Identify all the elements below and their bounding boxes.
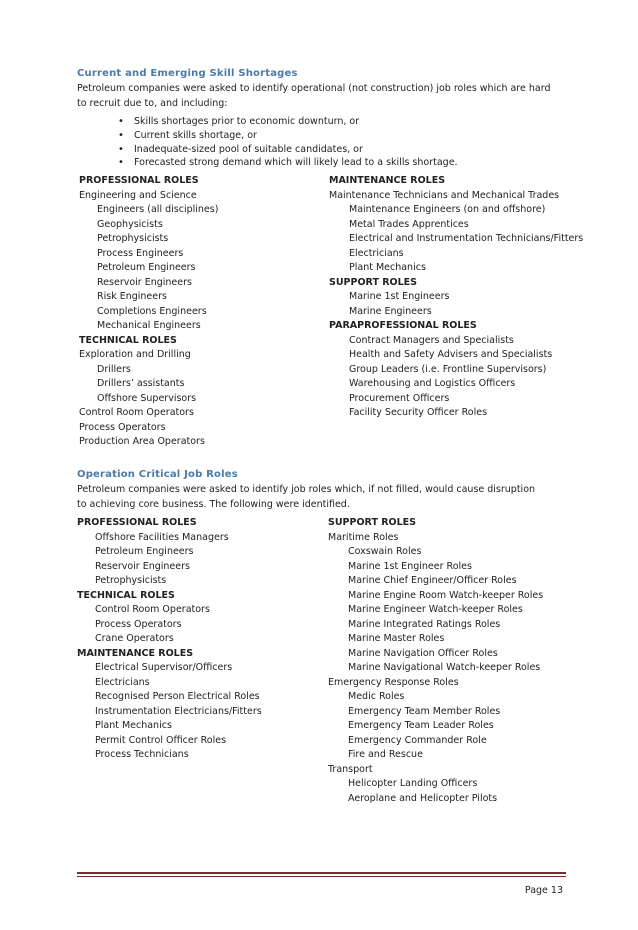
- role-item: Permit Control Officer Roles: [95, 734, 227, 746]
- shortage-roles-right-column: [329, 174, 583, 421]
- role-category-header: SUPPORT ROLES: [328, 517, 417, 528]
- role-item: Instrumentation Electricians/Fitters: [95, 705, 262, 717]
- role-item: Process Operators: [95, 618, 182, 630]
- role-category-header: MAINTENANCE ROLES: [77, 647, 194, 659]
- role-category-header: PARAPROFESSIONAL ROLES: [329, 320, 477, 331]
- shortage-roles-left-column: [79, 174, 218, 450]
- role-item: Medic Roles: [348, 691, 405, 702]
- role-item: Electricians: [95, 676, 150, 688]
- section-heading-skill-shortages: Current and Emerging Skill Shortages: [77, 68, 298, 79]
- critical-roles-right-column: [328, 516, 543, 806]
- role-item: Reservoir Engineers: [95, 560, 190, 572]
- role-item: Emergency Team Member Roles: [348, 705, 501, 717]
- role-item: Aeroplane and Helicopter Pilots: [348, 792, 498, 804]
- role-item: Geophysicists: [97, 218, 163, 230]
- role-item: Marine Engineers: [349, 305, 432, 317]
- role-category-header: TECHNICAL ROLES: [77, 589, 175, 601]
- role-item: Electrical Supervisor/Officers: [95, 662, 233, 673]
- role-item: Petrophysicists: [95, 575, 167, 586]
- intro-line: to recruit due to, and including:: [77, 97, 228, 109]
- role-item: Offshore Facilities Managers: [95, 531, 229, 543]
- role-subcategory: Control Room Operators: [79, 407, 194, 418]
- role-subcategory: Exploration and Drilling: [79, 349, 191, 360]
- role-item: Electrical and Instrumentation Technicians/Fitters: [349, 233, 584, 244]
- role-item: Completions Engineers: [97, 305, 207, 317]
- page-number: Page 13: [524, 885, 563, 896]
- role-item: Drillers’ assistants: [97, 378, 185, 389]
- role-item: Process Engineers: [97, 247, 184, 259]
- role-category-header: SUPPORT ROLES: [329, 276, 418, 288]
- role-category-header: MAINTENANCE ROLES: [329, 175, 446, 186]
- role-item: Coxswain Roles: [348, 546, 422, 557]
- role-item: Offshore Supervisors: [97, 392, 197, 404]
- role-item: Marine 1st Engineers: [349, 291, 450, 302]
- role-item: Metal Trades Apprentices: [349, 218, 469, 230]
- role-item: Petroleum Engineers: [95, 546, 194, 557]
- role-item: Marine Master Roles: [348, 633, 445, 644]
- role-item: Emergency Team Leader Roles: [348, 720, 494, 731]
- intro-line: to achieving core business. The following were identified.: [77, 498, 350, 510]
- section-intro-skill-shortages: [77, 82, 567, 111]
- role-item: Plant Mechanics: [349, 262, 426, 273]
- section-intro-critical-roles: [77, 483, 567, 512]
- bullet-item: • Skills shortages prior to economic downturn, or: [118, 115, 458, 129]
- role-item: Recognised Person Electrical Roles: [95, 691, 260, 702]
- intro-line: Petroleum companies were asked to identify job roles which, if not filled, would cause disruption: [77, 484, 536, 495]
- role-item: Marine 1st Engineer Roles: [348, 560, 472, 572]
- role-category-header: TECHNICAL ROLES: [79, 334, 177, 346]
- criteria-bullet-list: [118, 115, 458, 170]
- role-item: Risk Engineers: [97, 291, 167, 302]
- role-item: Marine Navigational Watch-keeper Roles: [348, 662, 541, 673]
- role-item: Marine Integrated Ratings Roles: [348, 618, 501, 630]
- role-item: Marine Navigation Officer Roles: [348, 647, 498, 659]
- role-item: Process Technicians: [95, 749, 189, 760]
- section-heading-critical-roles: Operation Critical Job Roles: [77, 469, 238, 480]
- role-item: Maintenance Engineers (on and offshore): [349, 204, 546, 215]
- role-item: Health and Safety Advisers and Specialists: [349, 349, 553, 360]
- role-subcategory: Maintenance Technicians and Mechanical Trades: [329, 189, 560, 201]
- role-item: Control Room Operators: [95, 604, 210, 615]
- role-item: Fire and Rescue: [348, 749, 423, 760]
- role-item: Engineers (all disciplines): [97, 204, 219, 215]
- footer-rule-thin: [77, 876, 566, 877]
- role-subcategory: Maritime Roles: [328, 531, 399, 543]
- role-item: Petroleum Engineers: [97, 262, 196, 273]
- role-item: Crane Operators: [95, 633, 174, 644]
- role-subcategory: Transport: [328, 763, 373, 775]
- role-item: Petrophysicists: [97, 233, 169, 244]
- role-item: Reservoir Engineers: [97, 276, 192, 288]
- bullet-item: • Forecasted strong demand which will likely lead to a skills shortage.: [118, 156, 458, 170]
- bullet-item: • Inadequate-sized pool of suitable candidates, or: [118, 143, 458, 157]
- intro-line: Petroleum companies were asked to identify operational (not construction) job roles which are hard: [77, 83, 551, 94]
- role-item: Helicopter Landing Officers: [348, 778, 478, 789]
- role-item: Procurement Officers: [349, 392, 450, 404]
- bullet-item: • Current skills shortage, or: [118, 129, 458, 143]
- role-category-header: PROFESSIONAL ROLES: [79, 175, 199, 186]
- role-subcategory: Production Area Operators: [79, 436, 205, 447]
- footer-rule: [77, 872, 566, 874]
- role-subcategory: Engineering and Science: [79, 189, 197, 201]
- role-item: Marine Engineer Watch-keeper Roles: [348, 604, 523, 615]
- role-subcategory: Emergency Response Roles: [328, 676, 459, 688]
- role-item: Marine Chief Engineer/Officer Roles: [348, 575, 517, 586]
- role-item: Plant Mechanics: [95, 720, 172, 731]
- role-item: Contract Managers and Specialists: [349, 334, 514, 346]
- role-item: Mechanical Engineers: [97, 320, 201, 331]
- role-item: Facility Security Officer Roles: [349, 407, 488, 418]
- role-item: Electricians: [349, 247, 404, 259]
- role-item: Group Leaders (i.e. Frontline Supervisors): [349, 363, 547, 375]
- role-subcategory: Process Operators: [79, 421, 166, 433]
- role-item: Drillers: [97, 363, 131, 375]
- role-category-header: PROFESSIONAL ROLES: [77, 517, 197, 528]
- role-item: Marine Engine Room Watch-keeper Roles: [348, 589, 544, 601]
- role-item: Emergency Commander Role: [348, 734, 487, 746]
- critical-roles-left-column: [77, 516, 262, 763]
- role-item: Warehousing and Logistics Officers: [349, 378, 516, 389]
